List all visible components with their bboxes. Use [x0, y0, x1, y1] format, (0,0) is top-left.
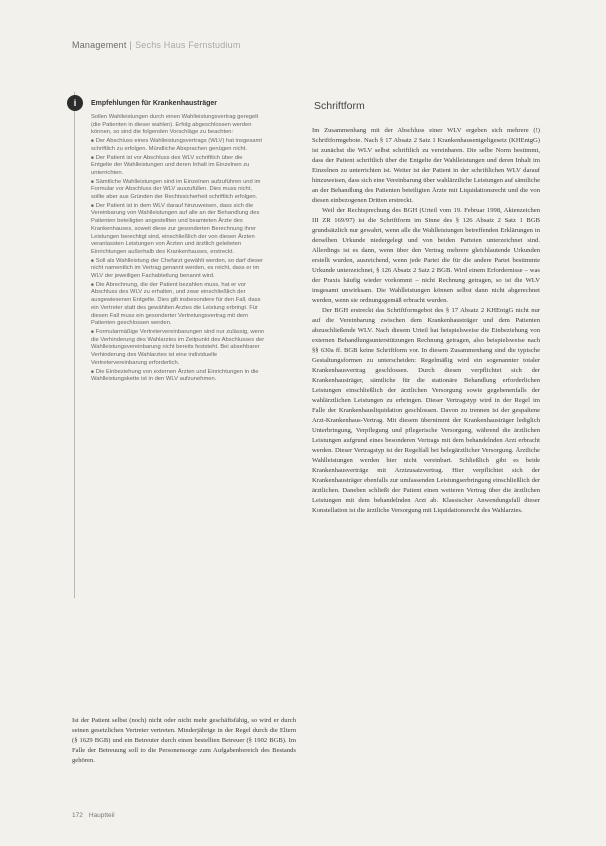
- info-box: [74, 92, 269, 598]
- body-paragraph: Der BGH erstreckt das Schriftformgebot des § 17 Absatz 2 KHEntgG nicht nur auf die Vereinbarung zwischen dem Krankenhausträger und dem Patienten abzuschließende WLV. Nach diesem Urteil hat beispielsweise die Einbeziehung von externen Behandlungsunterstützungen Rechnung getragen, also beispielsweise nach §§ 630a ff. BGB keine Schriftform vor. In diesem Zusammenhang sind die typische Gestaltungsformen zu unterscheiden: Regelmäßig wird ein sogenannter totaler Krankenhausvertrag geschlossen. Durch diesen verpflichtet sich der Krankenhausträger, sämtliche für die stationäre Behandlung erforderlichen Leistungen einschließlich der ärztlichen Versorgung sowie gegebenenfalls der wahlärztlichen Leistungen zu erbringen. Dieser Vertragstyp wird in der Regel im Falle der Krankenhausliquidation geschlossen. Davon zu trennen ist der gespaltene Arzt-Krankenhaus-Vertrag. Mit diesem übernimmt der Krankenhausträger lediglich Unterbringung, Verpflegung und pflegerische Versorgung, während die ärztlichen Leistungen aufgrund eines besonderen Vertrags mit dem behandelnden Arzt erbracht werden. Dieser Vertragstyp ist der Regelfall bei belegärztlicher Versorgung. Ärztliche Wahlleistungen werden hier nicht vereinbart. Schließlich gibt es beide Krankenhausverträge mit Arztzusatzvertrag. Hier verpflichtet sich der Krankenhausträger ebenfalls zur umfassenden Leistungserbringung einschließlich der ärztlichen. Daneben schließt der Patient einen weiteren Vertrag über die ärztlichen Leistungen mit dem behandelnden Arzt ab. Klassischer Anwendungsfall dieser Konstellation ist die ärztliche Versorgung mit Liquidationsrecht des Wahlarztes.: [312, 307, 540, 514]
- right-column: [312, 100, 540, 516]
- right-column-text: [312, 126, 540, 516]
- section-heading: Schriftform: [314, 100, 365, 112]
- header-subtitle: Sechs Haus Fernstudium: [135, 40, 241, 50]
- info-box-body: [91, 114, 265, 384]
- header-separator: |: [129, 40, 133, 50]
- info-box-paragraph: ■ Soll als Wahlleistung der Chefarzt gewählt werden, so darf dieser nicht namentlich im Vertrag genannt werden, es reicht, dass er im WLV der jeweiligen Fachabteilung benannt wird.: [91, 257, 265, 281]
- info-box-paragraph: ■ Der Abschluss eines Wahlleistungsvertrags (WLV) hat insgesamt schriftlich zu erfolgen. Mündliche Absprachen genügen nicht.: [91, 137, 265, 153]
- info-box-title: Empfehlungen für Krankenhausträger: [91, 100, 218, 107]
- info-box-paragraph: ■ Die Abrechnung, die der Patient bezahlen muss, hat er vor Abschluss des WLV zu erhalten, und zwar einschließlich der ausgewiesenen Entgelte. Dies gilt insbesondere für den Fall, dass ein Vertreter statt des gewählten Arztes die Leistung erbringt. Für diesen Fall muss ein gesonderter Vertretungsvertrag mit dem Patienten geschlossen werden.: [91, 281, 265, 328]
- body-paragraph: Weil der Rechtsprechung des BGH (Urteil vom 19. Februar 1998, Aktenzeichen III ZR 169/97) ist die Schriftform im Sinne des § 126 Absatz 2 Satz 1 BGB grundsätzlich nur gewahrt, wenn alle die Wahlleistungen betreffenden Erklärungen in derselben Urkunde niedergelegt und von beiden Parteien unterzeichnet sind. Allerdings ist es dann, wenn über den Vertrag mehrere gleichlautende Urkunden erstellt wurden, ausreichend, wenn jede Partei die für die andere Partei bestimmte Urkunde unterzeichnet, § 126 Absatz 2 Satz 2 BGB. Wird einem Erfordernisse – was der Praxis häufig wieder vorkommt – nicht Rechnung getragen, so ist die WLV insgesamt unwirksam. Die Wahlleistungen können selbst dann nicht abgerechnet werden, wenn sie ordnungsgemäß erbracht wurden.: [312, 207, 540, 304]
- header-section: Management: [72, 40, 127, 50]
- footer-label: Hauptteil: [88, 812, 115, 819]
- info-box-paragraph: ■ Der Patient ist in dem WLV darauf hinzuweisen, dass sich die Vereinbarung von Wahlleistungen auf alle an der Behandlung des Patienten beteiligten angestellten und beamteten Ärzte des Krankenhauses, soweit diese zur gesonderten Berechnung ihrer Leistungen berechtigt sind, einschließlich der von diesen Ärzten veranlassten Leistungen von Ärzten und ärztlich geleiteten Einrichtungen außerhalb des Krankenhauses, erstreckt.: [91, 202, 265, 257]
- info-box-paragraph: Sollen Wahlleistungen durch einen Wahlleistungsvertrag geregelt (die Patienten in dieser wahlen). Erfolg abgeschlossen werden können, so sind die folgenden Vorschläge zu beachten:: [91, 114, 259, 136]
- left-column-text: Ist der Patient selbst (noch) nicht oder nicht mehr geschäftsfähig, so wird er durch seinen gesetzlichen Vertreter vertreten. Minderjährige in der Regel durch die Eltern (§ 1629 BGB) und ein Betreuter durch einen bestellten Betreuer (§ 1902 BGB). Im Falle der Betreuung soll to die Personensorge zum Aufgabenbereich des Bestands gehören.: [72, 717, 296, 764]
- info-icon: i: [67, 95, 83, 111]
- page-number: 172: [72, 812, 83, 819]
- page-footer: [72, 812, 115, 819]
- running-header: [72, 40, 552, 50]
- info-box-paragraph: ■ Die Einbeziehung von externen Ärzten und Einrichtungen in die Wahlleistungskette ist in den WLV aufzunehmen.: [91, 368, 265, 384]
- info-box-paragraph: ■ Sämtliche Wahlleistungen sind im Einzelnen aufzuführen und im Formular vor Abschluss der WLV auszufüllen. Dies muss nicht, sollte aber aus Gründen der Rechtssicherheit schriftlich erfolgen.: [91, 178, 265, 202]
- info-box-paragraph: ■ Formularmäßige Vertretervereinbarungen sind nur zulässig, wenn die Verhinderung des Wahlarztes im Zeitpunkt des Abschlusses der Wahlleistungsvereinbarung nicht bereits feststeht. Bei absehbarer Verhinderung des Wahlarztes ist eine individuelle Vertretervereinbarung erforderlich.: [91, 328, 265, 368]
- info-box-paragraph: ■ Der Patient ist vor Abschluss des WLV schriftlich über die Entgelte der Wahlleistungen und deren Inhalt im Einzelnen zu unterrichten.: [91, 154, 265, 178]
- body-paragraph: Im Zusammenhang mit der Abschluss einer WLV ergeben sich mehrere (!) Schriftformgebote. Nach § 17 Absatz 2 Satz 1 Krankenhausentgeltgesetz (KHEntgG) ist zunächst die WLV selbst schriftlich zu vereinbaren. Die selbe Norm bestimmt, dass der Patient schriftlich über die Entgelte der Wahlleistungen und deren Inhalt im Einzelnen zu unterrichten ist. Weiter ist der Patient in der schriftlichen WLV darauf hinzuweisen, dass sich eine Vereinbarung über wahlärztliche Leistungen auf sämtliche an der Behandlung des Patienten beteiligten Ärzte mit Liquidationsrecht und die von diesen einbezogenen Dritten erstreckt.: [312, 127, 541, 204]
